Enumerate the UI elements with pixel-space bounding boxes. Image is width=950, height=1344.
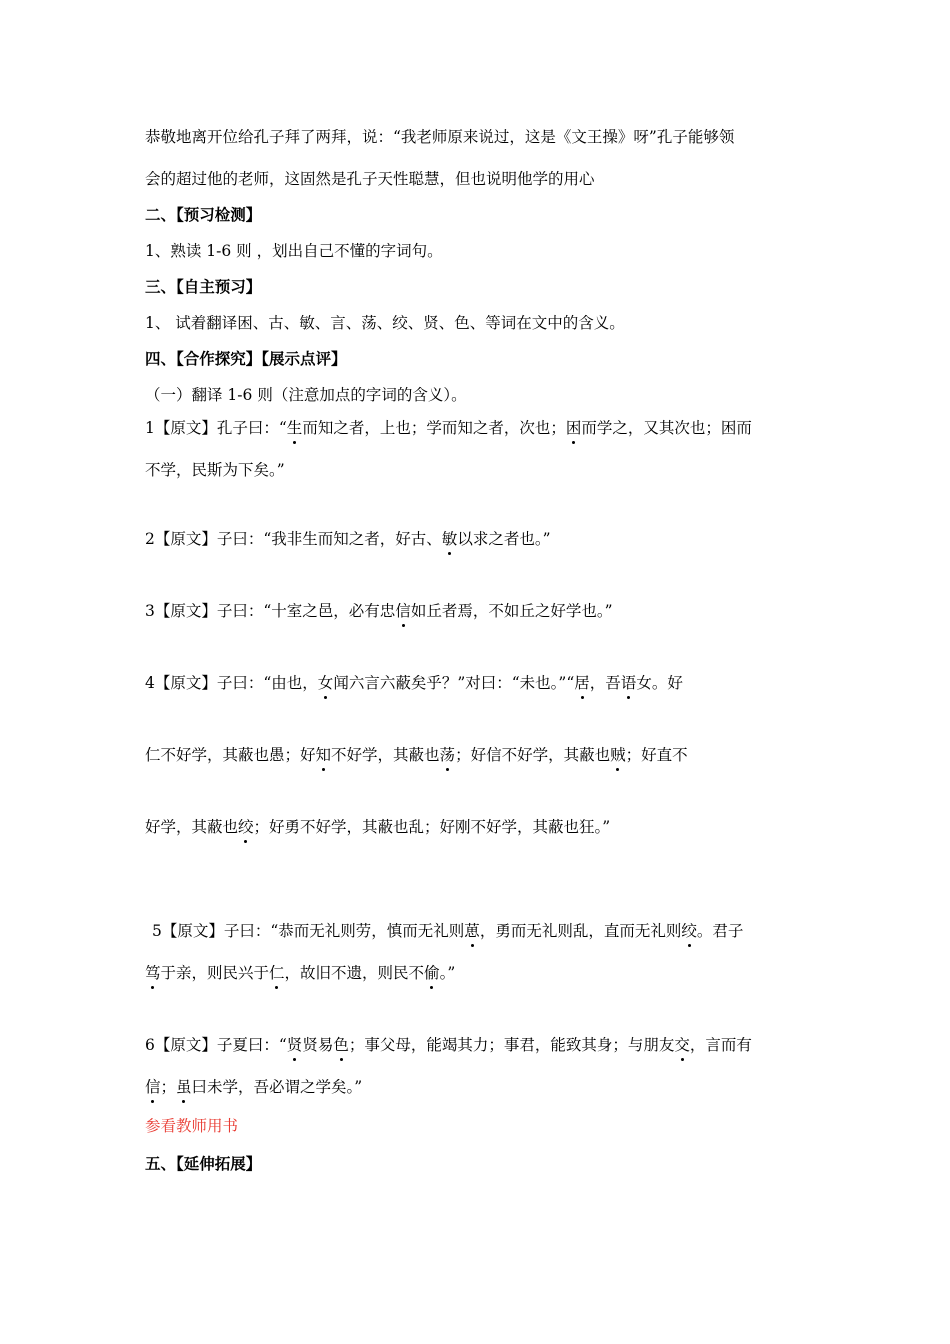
passage-3: 3【原文】子曰：“十室之邑，必有忠信如丘者焉，不如丘之好学也。” [145,602,613,620]
emphasis-char: 色 [333,1036,349,1054]
passage-5-line-1: 5【原文】子曰：“恭而无礼则劳，慎而无礼则葸，勇而无礼则乱，直而无礼则绞。君子 [152,922,744,940]
emphasis-char: 语 [620,674,637,692]
passage-5-line-2: 笃于亲，则民兴于仁，故旧不遗，则民不偷。” [145,964,456,982]
section-4-heading: 四、【合作探究】【展示点评】 [145,349,347,368]
section-3-heading: 三、【自主预习】 [145,277,262,296]
passage-4-line-3: 好学，其蔽也绞；好勇不好学，其蔽也乱；好刚不好学，其蔽也狂。” [145,818,611,836]
emphasis-char: 女 [317,674,334,692]
emphasis-char: 荡 [439,746,456,764]
passage-6-line-1: 6【原文】子夏曰：“贤贤易色；事父母，能竭其力；事君，能致其身；与朋友交，言而有 [145,1036,752,1054]
section-2-heading: 二、【预习检测】 [145,205,262,224]
emphasis-char: 敏 [441,530,458,548]
passage-4-line-2: 仁不好学，其蔽也愚；好知不好学，其蔽也荡；好信不好学，其蔽也贼；好直不 [145,746,688,764]
emphasis-char: 困 [565,419,582,437]
emphasis-char: 贼 [610,746,626,764]
emphasis-char: 虽 [176,1078,192,1096]
emphasis-char: 交 [674,1036,690,1054]
section-4-sub-1: （一）翻译 1-6 则（注意加点的字词的含义）。 [145,386,467,404]
emphasis-char: 居 [574,674,590,692]
emphasis-char: 信 [395,602,411,620]
passage-6-line-2: 信；虽曰未学，吾必谓之学矣。” [145,1078,363,1096]
emphasis-char: 葸 [464,922,480,940]
emphasis-char: 绞 [681,922,697,940]
passage-2: 2【原文】子曰：“我非生而知之者，好古、敏以求之者也。” [145,530,551,548]
passage-1-line-2: 不学，民斯为下矣。” [145,461,285,479]
emphasis-char: 贤 [286,1036,303,1054]
emphasis-char: 仁 [269,964,285,982]
intro-line-1: 恭敬地离开位给孔子拜了两拜，说：“我老师原来说过，这是《文王操》呀”孔子能够领 [145,128,735,146]
section-2-item-1: 1、熟读 1-6 则 ，划出自己不懂的字词句。 [145,242,443,260]
emphasis-char: 知 [315,746,332,764]
reference-note: 参看教师用书 [145,1117,239,1135]
emphasis-char: 笃 [145,964,161,982]
intro-line-2: 会的超过他的老师，这固然是孔子天性聪慧，但也说明他学的用心 [145,170,595,188]
section-3-item-1: 1、 试着翻译困、古、敏、言、荡、绞、贤、色、等词在文中的含义。 [145,314,625,332]
emphasis-char: 绞 [238,818,254,836]
passage-4-line-1: 4【原文】子曰：“由也，女闻六言六蔽矣乎？”对曰：“未也。”“居，吾语女。好 [145,674,683,692]
passage-1-line-1: 1【原文】孔子曰：“生而知之者，上也；学而知之者，次也；困而学之，又其次也；困而 [145,419,752,437]
emphasis-char: 生 [286,419,303,437]
emphasis-char: 信 [145,1078,161,1096]
section-5-heading: 五、【延伸拓展】 [145,1154,262,1173]
emphasis-char: 偷 [424,964,440,982]
